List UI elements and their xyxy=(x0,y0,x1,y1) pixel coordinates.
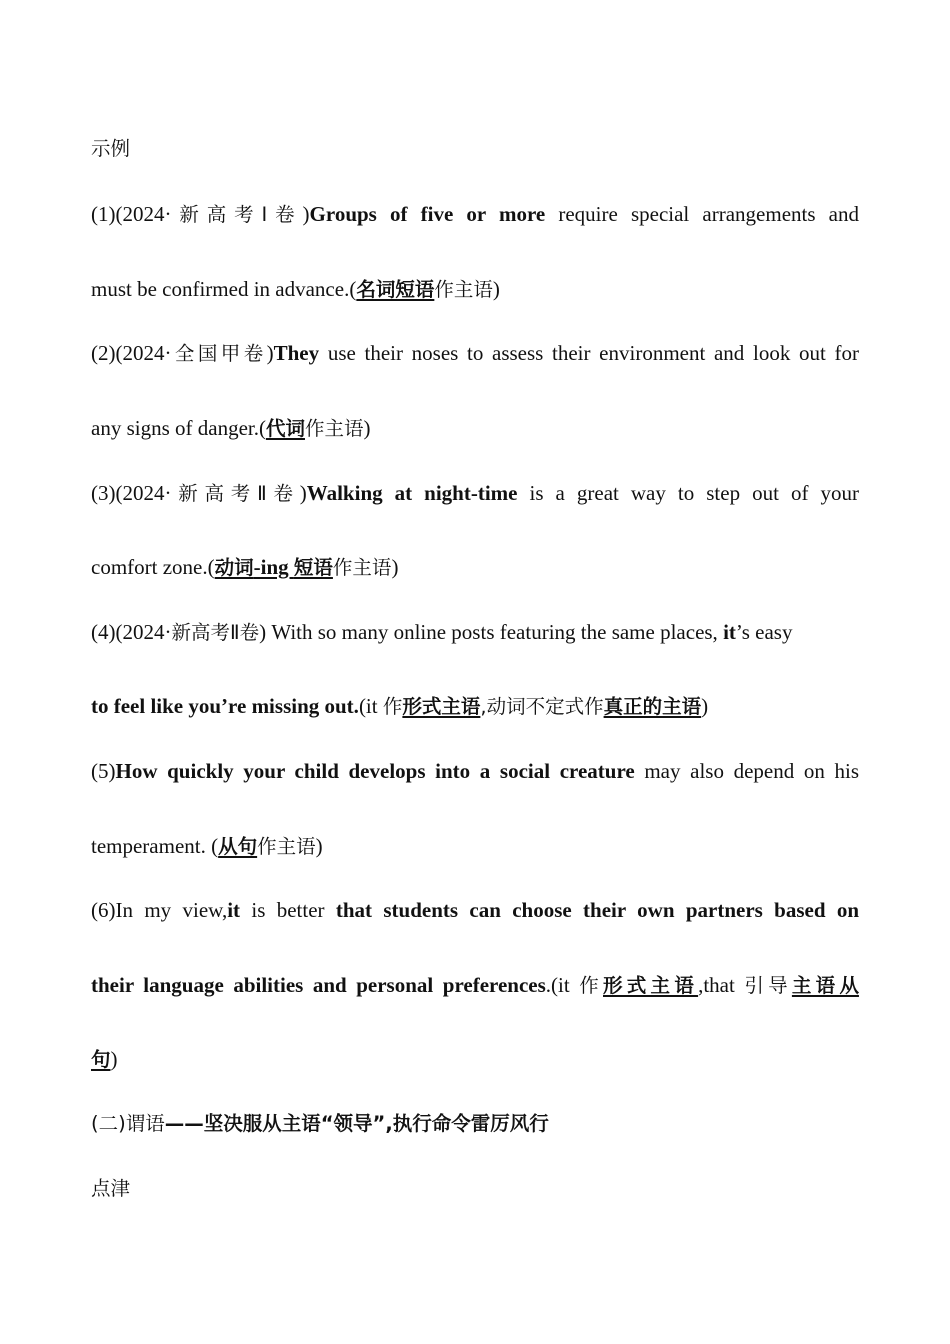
ex5-line2: temperament. ( xyxy=(91,834,219,858)
ex3-source: 新高考Ⅱ卷 xyxy=(171,482,300,505)
heading-tip xyxy=(91,1174,859,1204)
ex2-line2: any signs of danger.( xyxy=(91,416,266,440)
ex3-number: (3)(2024· xyxy=(91,481,172,505)
ex6-zuo: 作 xyxy=(579,974,603,997)
ex6-tag-subject-clause-a: 主语从 xyxy=(791,974,859,997)
ex2-rest: use their noses to assess their environment and look out for xyxy=(319,341,859,365)
ex1-subject: Groups of five or more xyxy=(309,202,546,226)
example-3-line-2 xyxy=(91,552,859,583)
ex4-mid: ,动词不定式作 xyxy=(480,695,604,718)
example-5-line-1 xyxy=(91,756,859,786)
ex4-close: ) xyxy=(259,620,267,644)
ex1-tag-tail: 作主语 xyxy=(434,278,493,301)
ex3-tag-c: 短语 xyxy=(293,556,333,579)
ex4-end: ) xyxy=(701,694,709,718)
example-2-line-1 xyxy=(91,338,859,369)
example-4-line-1 xyxy=(91,617,859,648)
ex2-close: ) xyxy=(266,341,274,365)
ex3-tag-a: 动词 xyxy=(214,556,254,579)
example-6-line-1 xyxy=(91,895,859,925)
section-2-prefix: (二)谓语 xyxy=(91,1112,165,1135)
example-2-line-2 xyxy=(91,413,859,444)
ex6-number: (6)In my view, xyxy=(91,898,228,922)
ex5-subject: How quickly your child develops into a social creature xyxy=(115,759,635,783)
example-1-line-1 xyxy=(91,199,859,230)
heading-example xyxy=(91,134,859,164)
ex6-paren: .(it xyxy=(545,973,580,997)
ex2-end: ) xyxy=(363,416,371,440)
ex3-end: ) xyxy=(391,555,399,579)
ex2-source: 全国甲卷 xyxy=(171,342,267,365)
ex3-tag-b: -ing xyxy=(253,555,294,579)
ex3-line2: comfort zone.( xyxy=(91,555,215,579)
ex2-subject: They xyxy=(273,341,320,365)
heading-tip-text: 点津 xyxy=(91,1177,131,1200)
ex2-tag-tail: 作主语 xyxy=(304,417,364,440)
ex4-zuo: 作 xyxy=(382,695,403,718)
ex1-source: 新高考Ⅰ卷 xyxy=(171,203,303,226)
ex6-tag-subject-clause-b: 句 xyxy=(91,1048,111,1071)
section-2-title: ——坚决服从主语“领导”,执行命令雷厉风行 xyxy=(164,1112,549,1135)
ex6-tag-formal-subject: 形式主语 xyxy=(603,974,699,997)
ex2-tag: 代词 xyxy=(265,417,305,440)
ex5-rest: may also depend on his xyxy=(634,759,859,783)
ex6-yindao: 引导 xyxy=(744,974,792,997)
ex6-that: ,that xyxy=(698,973,745,997)
ex5-end: ) xyxy=(315,834,323,858)
section-2-heading xyxy=(91,1109,859,1139)
ex4-it: it xyxy=(723,620,736,644)
heading-example-text: 示例 xyxy=(91,137,131,160)
ex5-number: (5) xyxy=(91,759,116,783)
ex5-tag: 从句 xyxy=(218,835,258,858)
ex3-subject: Walking at night-time xyxy=(306,481,518,505)
ex4-line2-bold: to feel like you’re missing out. xyxy=(91,694,359,718)
example-3-line-1 xyxy=(91,478,859,509)
ex1-tag: 名词短语 xyxy=(356,278,435,301)
ex4-tag-formal-subject: 形式主语 xyxy=(402,695,481,718)
ex4-paren: (it xyxy=(358,694,383,718)
ex3-tag xyxy=(215,555,333,579)
ex6-end: ) xyxy=(110,1047,118,1071)
example-6-line-2 xyxy=(91,970,859,1001)
ex3-tag-tail: 作主语 xyxy=(332,556,392,579)
ex4-source: 新高考Ⅱ卷 xyxy=(171,621,260,644)
example-5-line-2 xyxy=(91,831,859,862)
ex3-close: ) xyxy=(299,481,307,505)
ex5-tag-tail: 作主语 xyxy=(257,835,316,858)
ex1-rest: require special arrangements and xyxy=(545,202,859,226)
ex1-number: (1)(2024· xyxy=(91,202,172,226)
ex6-mid: is better xyxy=(240,898,336,922)
ex6-it: it xyxy=(227,898,241,922)
ex4-number: (4)(2024· xyxy=(91,620,172,644)
ex1-line2: must be confirmed in advance.( xyxy=(91,277,357,301)
ex6-bold: that students can choose their own partners based on xyxy=(335,898,860,922)
ex1-end: ) xyxy=(492,277,500,301)
ex6-line2-bold: their language abilities and personal preferences xyxy=(91,973,546,997)
ex4-rest: With so many online posts featuring the same places, xyxy=(266,620,724,644)
example-4-line-2 xyxy=(91,691,859,722)
example-1-line-2 xyxy=(91,274,859,305)
ex1-close: ) xyxy=(302,202,310,226)
ex2-number: (2)(2024· xyxy=(91,341,172,365)
ex3-rest: is a great way to step out of your xyxy=(517,481,859,505)
ex4-tag-real-subject: 真正的主语 xyxy=(603,695,702,718)
ex4-rest2: ’s easy xyxy=(735,620,793,644)
example-6-line-3 xyxy=(91,1044,859,1075)
